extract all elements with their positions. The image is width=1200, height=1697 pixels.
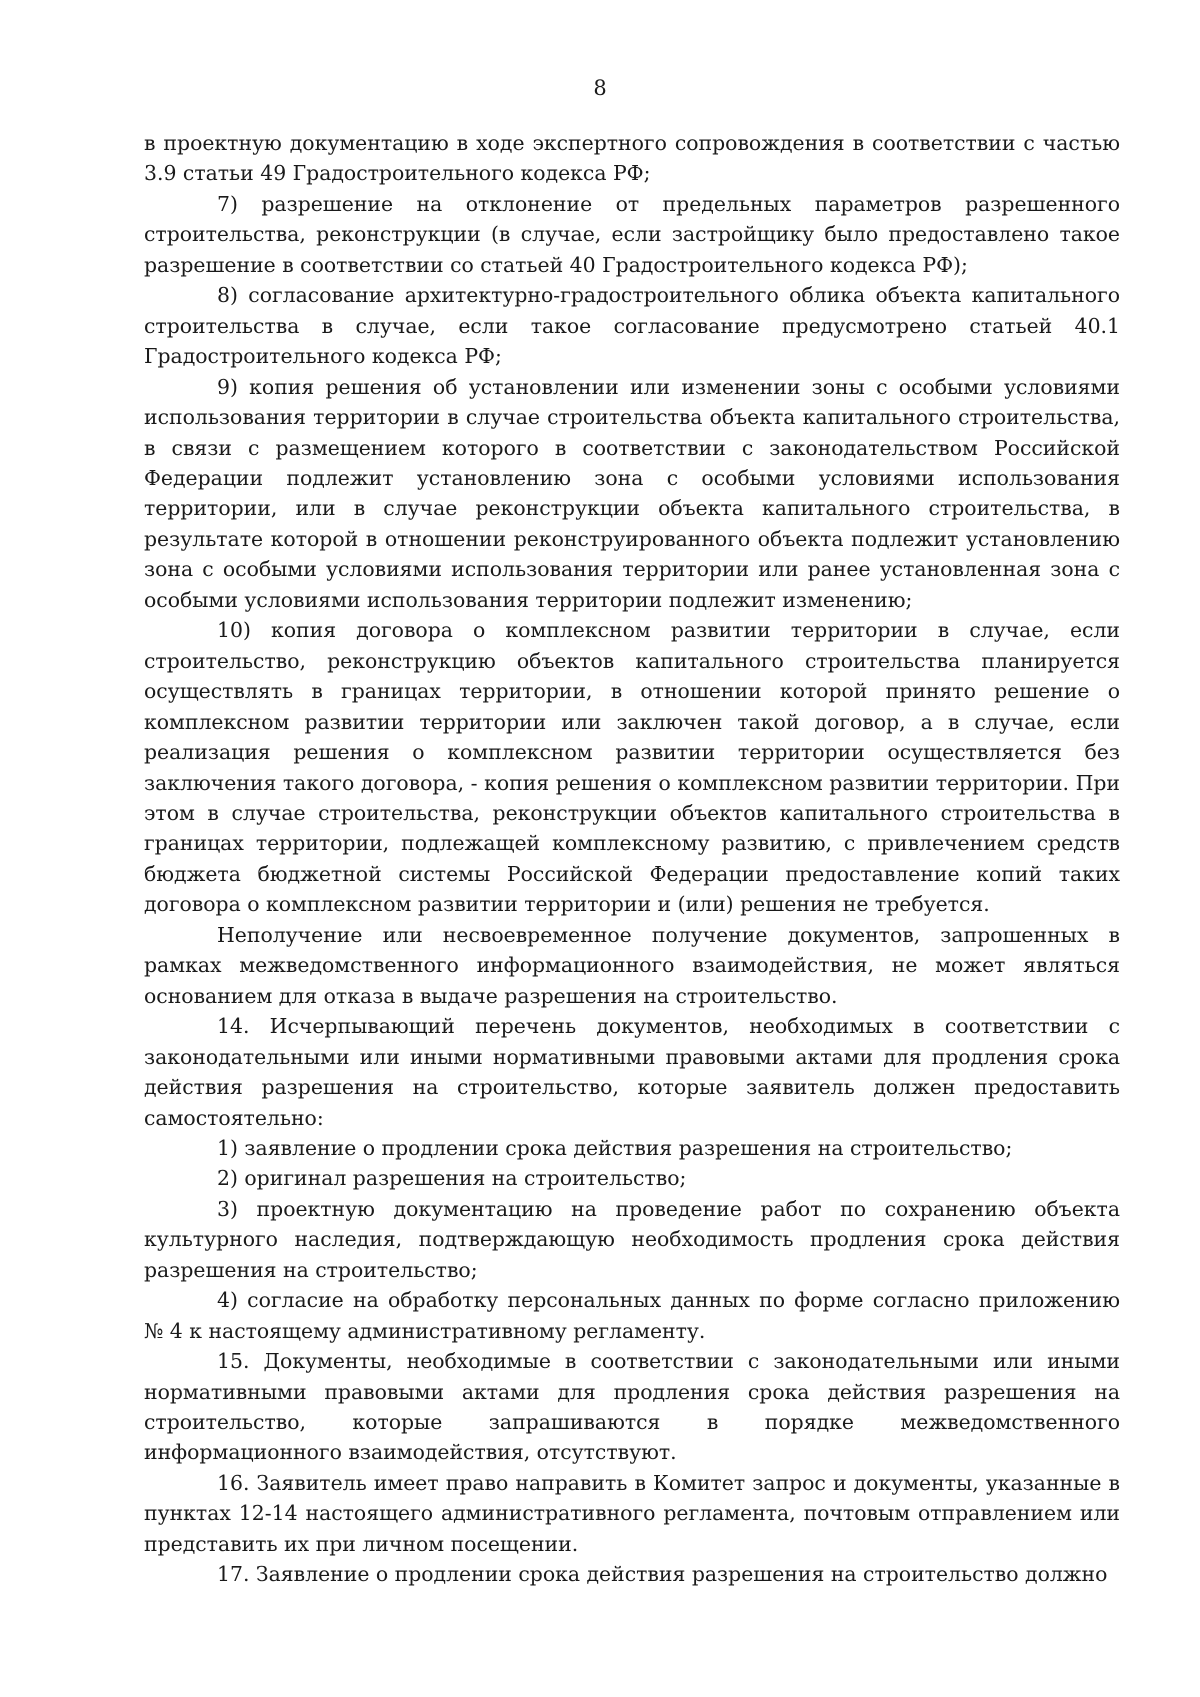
paragraph: Неполучение или несвоевременное получение документов, запрошенных в рамках межведомственного информационного взаимодействия, не может являться основанием для отказа в выдаче разрешения на строительство. [144, 922, 1120, 1008]
page-number: 8 [593, 76, 607, 100]
paragraph: 9) копия решения об установлении или изменении зоны с особыми условиями использования территории в случае строительства объекта капитального строительства, в связи с размещением которого в соответствии с законодательством Российской Федерации подлежит установлению зона с особыми условиями использования территории, или в случае реконструкции объекта капитального строительства, в результате которой в отношении реконструированного объекта подлежит установлению зона с особыми условиями использования территории или ранее установленная зона с особыми условиями использования территории подлежит изменению; [144, 374, 1120, 612]
paragraph: 16. Заявитель имеет право направить в Комитет запрос и документы, указанные в пунктах 12-14 настоящего административного регламента, почтовым отправлением или представить их при личном посещении. [144, 1470, 1120, 1556]
paragraph: 15. Документы, необходимые в соответствии с законодательными или иными нормативными правовыми актами для продления срока действия разрешения на строительство, которые запрашиваются в порядке межведомственного информационного взаимодействия, отсутствуют. [144, 1349, 1120, 1465]
paragraph: 17. Заявление о продлении срока действия разрешения на строительство должно [217, 1562, 1108, 1587]
paragraph: 4) согласие на обработку персональных данных по форме согласно приложению № 4 к настоящему административному регламенту. [144, 1288, 1120, 1343]
paragraph: в проектную документацию в ходе экспертного сопровождения в соответствии с частью 3.9 статьи 49 Градостроительного кодекса РФ; [144, 131, 1120, 186]
paragraph: 10) копия договора о комплексном развитии территории в случае, если строительство, реконструкцию объектов капитального строительства планируется осуществлять в границах территории, в отношении которой принято решение о комплексном развитии территории или заключен такой договор, а в случае, если реализация решения о комплексном развитии территории осуществляется без заключения такого договора, - копия решения о комплексном развитии территории. При этом в случае строительства, реконструкции объектов капитального строительства в границах территории, подлежащей комплексному развитию, с привлечением средств бюджета бюджетной системы Российской Федерации предоставление копий таких договора о комплексном развитии территории и (или) решения не требуется. [144, 618, 1120, 917]
document-body [144, 128, 1120, 1590]
paragraph: 14. Исчерпывающий перечень документов, необходимых в соответствии с законодательными или иными нормативными правовыми актами для продления срока действия разрешения на строительство, которые заявитель должен предоставить самостоятельно: [144, 1014, 1120, 1130]
paragraph: 8) согласование архитектурно-градостроительного облика объекта капитального строительства в случае, если такое согласование предусмотрено статьей 40.1 Градостроительного кодекса РФ; [144, 283, 1120, 369]
paragraph: 2) оригинал разрешения на строительство; [217, 1166, 687, 1191]
paragraph: 7) разрешение на отклонение от предельных параметров разрешенного строительства, реконструкции (в случае, если застройщику было предоставлено такое разрешение в соответствии со статьей 40 Градостроительного кодекса РФ); [144, 191, 1120, 277]
paragraph: 3) проектную документацию на проведение работ по сохранению объекта культурного наследия, подтверждающую необходимость продления срока действия разрешения на строительство; [144, 1196, 1120, 1282]
paragraph: 1) заявление о продлении срока действия разрешения на строительство; [217, 1135, 1013, 1160]
